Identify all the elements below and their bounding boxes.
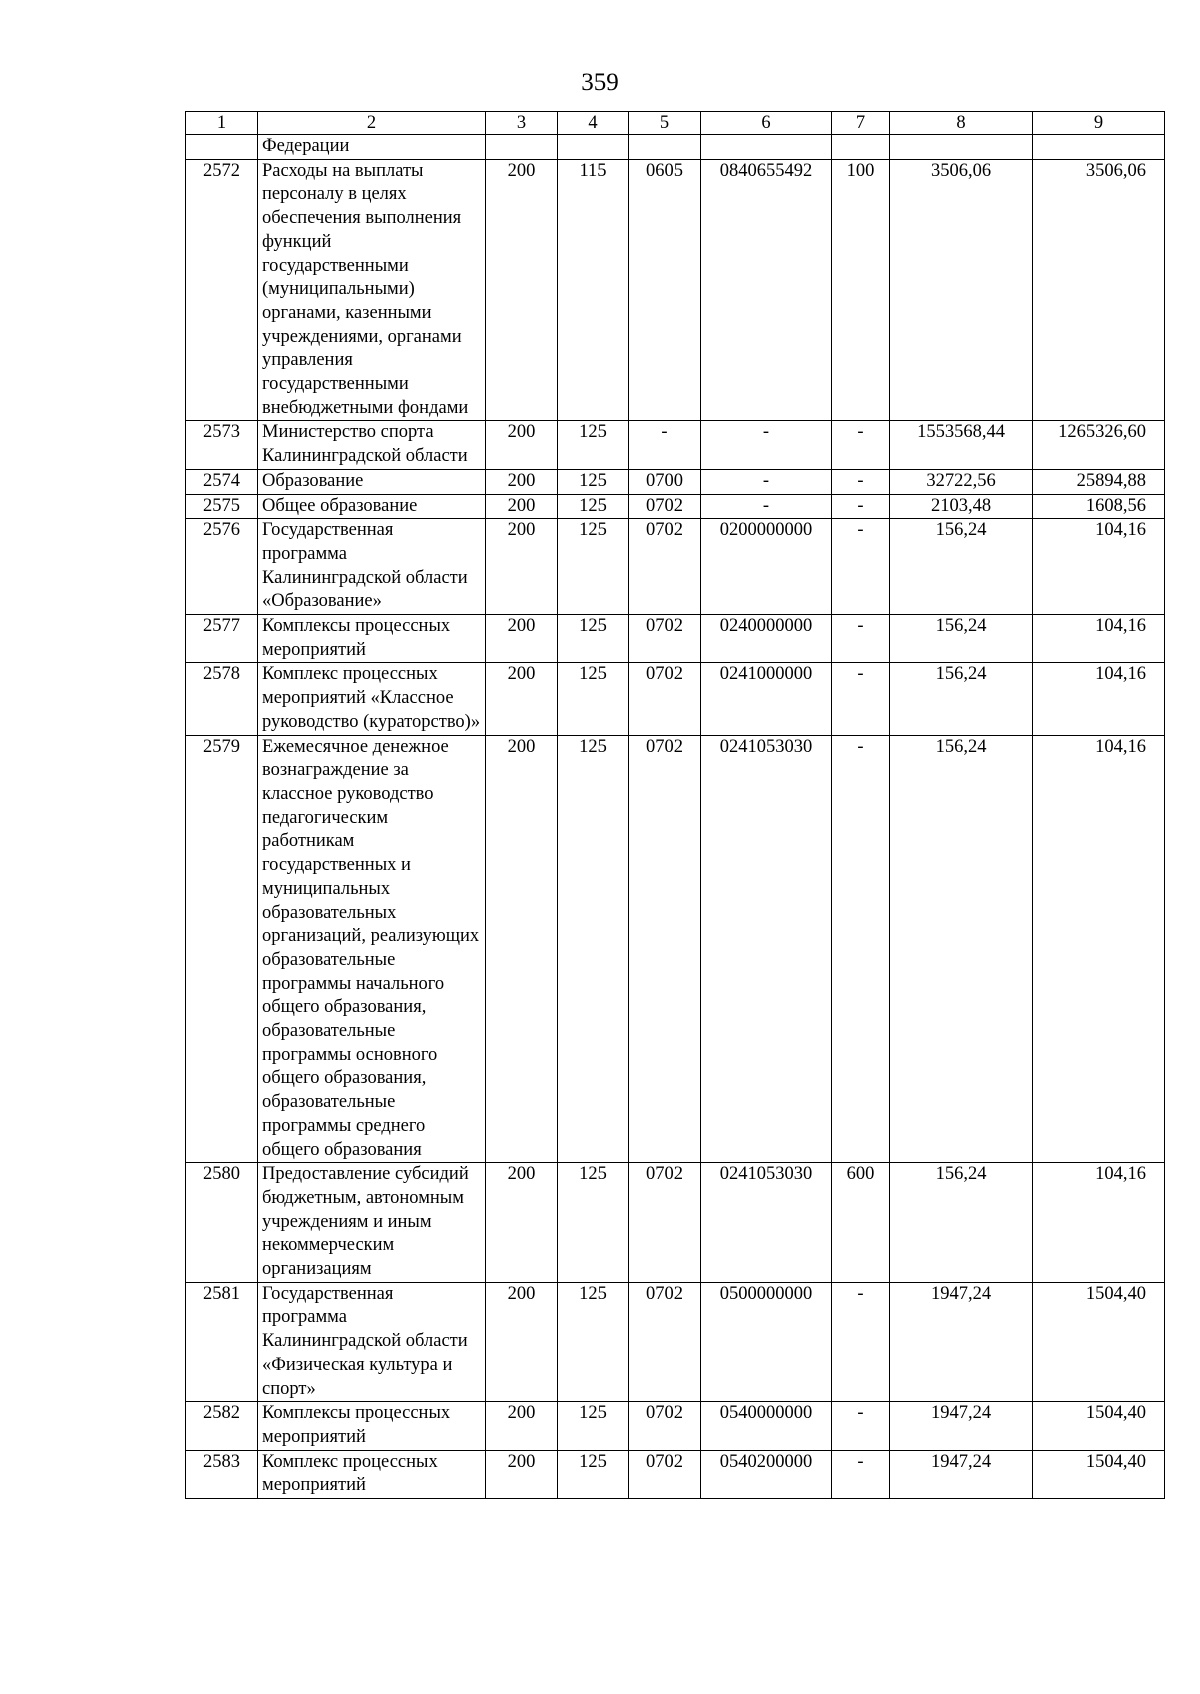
- item-name: Комплекс процессных мероприятий «Классное руководство (кураторство)»: [258, 663, 486, 735]
- amount-col9: 104,16: [1033, 615, 1165, 663]
- item-name: Образование: [258, 469, 486, 494]
- table-row: [186, 469, 1165, 494]
- table-row: [186, 1450, 1165, 1498]
- item-name: Государственная программа Калининградской области «Физическая культура и спорт»: [258, 1282, 486, 1402]
- code-col3: 200: [486, 494, 558, 519]
- code-col4: 125: [558, 469, 629, 494]
- code-col7: -: [832, 421, 890, 469]
- code-col3: 200: [486, 469, 558, 494]
- code-col3: 200: [486, 1282, 558, 1402]
- row-number: 2580: [186, 1163, 258, 1283]
- code-col7: [832, 135, 890, 160]
- code-col6: -: [701, 421, 832, 469]
- code-col6: 0840655492: [701, 159, 832, 421]
- row-number: 2582: [186, 1402, 258, 1450]
- amount-col9: 25894,88: [1033, 469, 1165, 494]
- code-col4: 125: [558, 735, 629, 1163]
- column-number: 6: [701, 112, 832, 135]
- code-col5: 0605: [629, 159, 701, 421]
- item-name: Министерство спорта Калининградской области: [258, 421, 486, 469]
- amount-col8: 1947,24: [890, 1450, 1033, 1498]
- page-number: 359: [581, 69, 619, 96]
- table-row: [186, 735, 1165, 1163]
- column-number: 2: [258, 112, 486, 135]
- item-name: Комплекс процессных мероприятий: [258, 1450, 486, 1498]
- item-name: Комплексы процессных мероприятий: [258, 1402, 486, 1450]
- table-row: [186, 494, 1165, 519]
- code-col5: 0700: [629, 469, 701, 494]
- column-number: 9: [1033, 112, 1165, 135]
- code-col4: 125: [558, 663, 629, 735]
- code-col7: -: [832, 663, 890, 735]
- code-col5: 0702: [629, 1450, 701, 1498]
- code-col4: 125: [558, 1450, 629, 1498]
- code-col6: 0241053030: [701, 1163, 832, 1283]
- item-name: Федерации: [258, 135, 486, 160]
- amount-col9: 104,16: [1033, 735, 1165, 1163]
- row-number: 2579: [186, 735, 258, 1163]
- code-col3: 200: [486, 735, 558, 1163]
- code-col5: 0702: [629, 663, 701, 735]
- code-col4: 125: [558, 615, 629, 663]
- code-col4: 115: [558, 159, 629, 421]
- code-col7: -: [832, 1402, 890, 1450]
- code-col7: -: [832, 1282, 890, 1402]
- row-number: 2583: [186, 1450, 258, 1498]
- amount-col8: 156,24: [890, 519, 1033, 615]
- row-number: 2578: [186, 663, 258, 735]
- amount-col8: 32722,56: [890, 469, 1033, 494]
- budget-table: [185, 111, 1165, 1499]
- item-name: Расходы на выплаты персоналу в целях обеспечения выполнения функций государственными (муниципальными) органами, казенными учреждениями, органами управления государственными внебюджетными фондами: [258, 159, 486, 421]
- code-col3: 200: [486, 1163, 558, 1283]
- table-row: [186, 1282, 1165, 1402]
- column-number: 7: [832, 112, 890, 135]
- code-col5: [629, 135, 701, 160]
- row-number: 2576: [186, 519, 258, 615]
- row-number: 2575: [186, 494, 258, 519]
- code-col6: [701, 135, 832, 160]
- amount-col8: 156,24: [890, 735, 1033, 1163]
- code-col5: 0702: [629, 494, 701, 519]
- code-col5: 0702: [629, 1402, 701, 1450]
- row-number: 2572: [186, 159, 258, 421]
- code-col3: 200: [486, 421, 558, 469]
- amount-col9: 104,16: [1033, 663, 1165, 735]
- row-number: 2574: [186, 469, 258, 494]
- code-col3: 200: [486, 519, 558, 615]
- code-col4: 125: [558, 1402, 629, 1450]
- amount-col9: [1033, 135, 1165, 160]
- column-number: 5: [629, 112, 701, 135]
- code-col4: 125: [558, 1163, 629, 1283]
- code-col7: 600: [832, 1163, 890, 1283]
- code-col6: 0240000000: [701, 615, 832, 663]
- amount-col8: 1947,24: [890, 1282, 1033, 1402]
- code-col6: -: [701, 494, 832, 519]
- code-col6: 0241053030: [701, 735, 832, 1163]
- code-col6: 0500000000: [701, 1282, 832, 1402]
- code-col3: [486, 135, 558, 160]
- code-col4: 125: [558, 494, 629, 519]
- code-col3: 200: [486, 615, 558, 663]
- code-col6: 0540200000: [701, 1450, 832, 1498]
- amount-col8: [890, 135, 1033, 160]
- column-number: 4: [558, 112, 629, 135]
- amount-col8: 3506,06: [890, 159, 1033, 421]
- code-col6: 0200000000: [701, 519, 832, 615]
- code-col7: -: [832, 494, 890, 519]
- code-col5: 0702: [629, 519, 701, 615]
- row-number: 2581: [186, 1282, 258, 1402]
- code-col5: 0702: [629, 1282, 701, 1402]
- code-col5: 0702: [629, 615, 701, 663]
- table-row: [186, 1402, 1165, 1450]
- code-col6: 0241000000: [701, 663, 832, 735]
- code-col6: -: [701, 469, 832, 494]
- amount-col9: 1608,56: [1033, 494, 1165, 519]
- amount-col8: 1947,24: [890, 1402, 1033, 1450]
- code-col5: -: [629, 421, 701, 469]
- code-col7: -: [832, 469, 890, 494]
- code-col4: [558, 135, 629, 160]
- amount-col9: 1504,40: [1033, 1450, 1165, 1498]
- column-number: 1: [186, 112, 258, 135]
- item-name: Общее образование: [258, 494, 486, 519]
- code-col7: -: [832, 519, 890, 615]
- code-col3: 200: [486, 663, 558, 735]
- table-row: [186, 421, 1165, 469]
- amount-col9: 104,16: [1033, 519, 1165, 615]
- row-number: 2577: [186, 615, 258, 663]
- code-col6: 0540000000: [701, 1402, 832, 1450]
- item-name: Государственная программа Калининградской области «Образование»: [258, 519, 486, 615]
- amount-col9: 3506,06: [1033, 159, 1165, 421]
- table-row: [186, 663, 1165, 735]
- code-col4: 125: [558, 421, 629, 469]
- table-row: [186, 1163, 1165, 1283]
- code-col4: 125: [558, 1282, 629, 1402]
- code-col4: 125: [558, 519, 629, 615]
- amount-col8: 1553568,44: [890, 421, 1033, 469]
- table-row: [186, 519, 1165, 615]
- amount-col9: 104,16: [1033, 1163, 1165, 1283]
- code-col7: -: [832, 615, 890, 663]
- table-row: [186, 159, 1165, 421]
- code-col5: 0702: [629, 735, 701, 1163]
- code-col3: 200: [486, 1450, 558, 1498]
- amount-col8: 156,24: [890, 1163, 1033, 1283]
- code-col3: 200: [486, 1402, 558, 1450]
- item-name: Предоставление субсидий бюджетным, автономным учреждениям и иным некоммерческим организациям: [258, 1163, 486, 1283]
- column-numbers-row: [186, 112, 1165, 135]
- amount-col8: 2103,48: [890, 494, 1033, 519]
- code-col7: 100: [832, 159, 890, 421]
- amount-col9: 1265326,60: [1033, 421, 1165, 469]
- amount-col8: 156,24: [890, 615, 1033, 663]
- table-row: [186, 135, 1165, 160]
- amount-col9: 1504,40: [1033, 1402, 1165, 1450]
- code-col7: -: [832, 1450, 890, 1498]
- table-row: [186, 615, 1165, 663]
- item-name: Ежемесячное денежное вознаграждение за классное руководство педагогическим работникам государственных и муниципальных образовательных организаций, реализующих образовательные программы начального общего образования, образовательные программы основного общего образования, образовательные программы среднего общего образования: [258, 735, 486, 1163]
- item-name: Комплексы процессных мероприятий: [258, 615, 486, 663]
- column-number: 8: [890, 112, 1033, 135]
- code-col5: 0702: [629, 1163, 701, 1283]
- amount-col9: 1504,40: [1033, 1282, 1165, 1402]
- code-col3: 200: [486, 159, 558, 421]
- code-col7: -: [832, 735, 890, 1163]
- row-number: 2573: [186, 421, 258, 469]
- amount-col8: 156,24: [890, 663, 1033, 735]
- column-number: 3: [486, 112, 558, 135]
- row-number: [186, 135, 258, 160]
